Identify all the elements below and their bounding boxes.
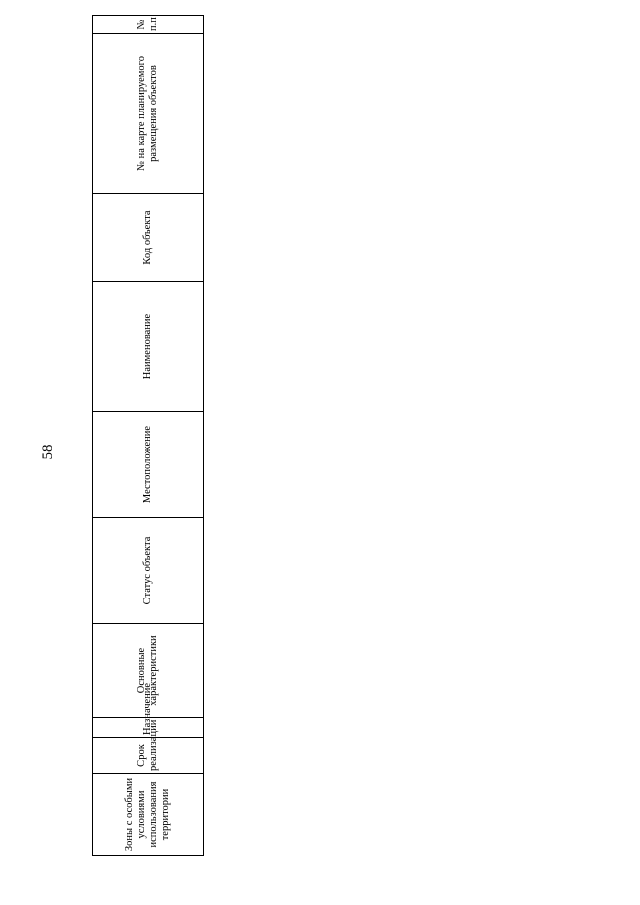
- header-cell: Наименование: [93, 282, 204, 412]
- header-cell: № п.п: [93, 16, 204, 34]
- table-container: [92, 16, 580, 856]
- header-cell: Основные характеристики: [93, 624, 204, 718]
- header-cell: Срок реализации: [93, 738, 204, 774]
- header-cell: Код объекта: [93, 194, 204, 282]
- page-number: 58: [40, 444, 56, 460]
- header-cell: № на карте планируемого размещения объектов: [93, 34, 204, 194]
- objects-table: [92, 15, 204, 856]
- header-cell: Назначение: [93, 718, 204, 738]
- header-cell: Статус объекта: [93, 518, 204, 624]
- table-header-row: [93, 16, 204, 856]
- header-cell: Местоположение: [93, 412, 204, 518]
- header-cell: Зоны с особыми условиями использования территории: [93, 774, 204, 856]
